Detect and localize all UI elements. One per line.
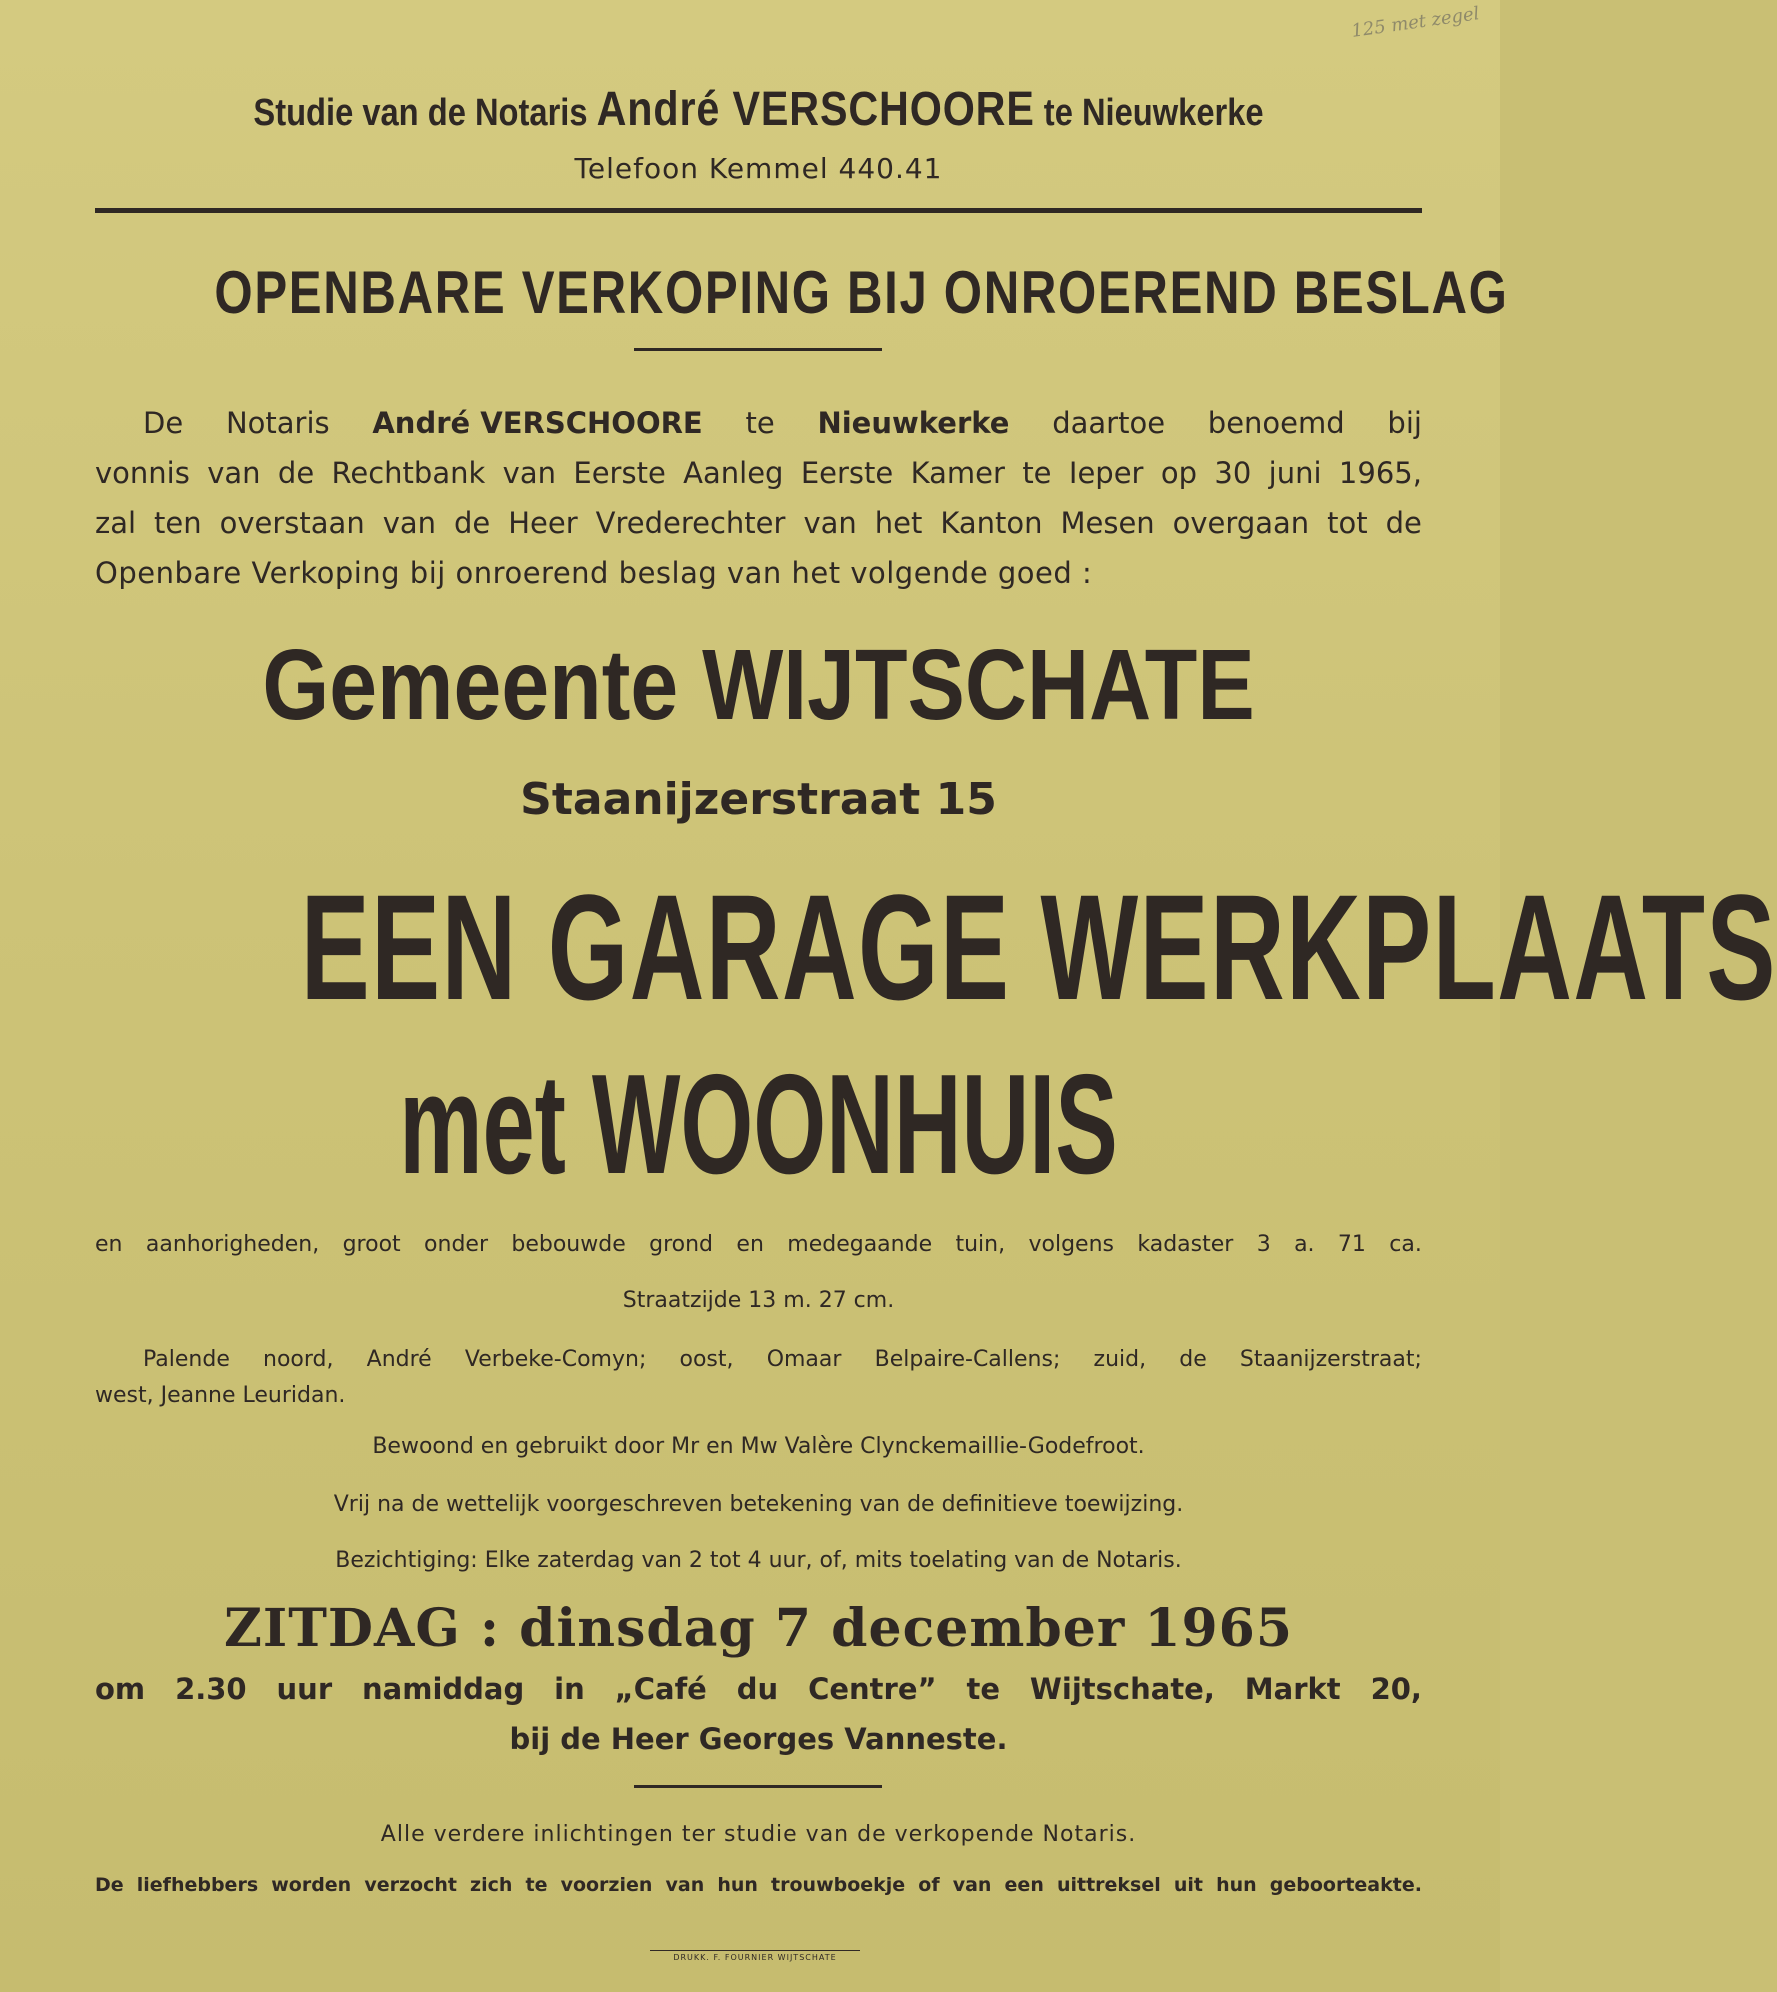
property-subtitle: met WOONHUIS	[399, 1045, 1118, 1204]
notary-name: André VERSCHOORE	[596, 83, 1035, 136]
intro-line: vonnis van de Rechtbank van Eerste Aanleg Eerste Kamer te Ieper op 30 juni 1965,	[95, 456, 1422, 490]
detail-viewing: Bezichtiging: Elke zaterdag van 2 tot 4 uur, of, mits toelating van de Notaris.	[335, 1548, 1182, 1573]
pencil-note: 125 met zegel	[1350, 3, 1481, 42]
intro-line: Openbare Verkoping bij onroerend beslag van het volgende goed :	[95, 556, 1093, 590]
sale-host: bij de Heer Georges Vanneste.	[509, 1722, 1008, 1756]
notary-header	[188, 82, 1329, 137]
intro-paragraph	[95, 398, 1422, 598]
footer-notice: De liefhebbers worden verzocht zich te voorzien van hun trouwboekje of van een uittreksel uit hun geboorteakte.	[95, 1874, 1422, 1896]
notary-prefix: Studie van de Notaris	[253, 92, 588, 134]
street-address: Staanijzerstraat 15	[520, 774, 997, 825]
detail-vacancy: Vrij na de wettelijk voorgeschreven betekening van de definitieve toewijzing.	[333, 1492, 1184, 1517]
intro-line: De Notaris André VERSCHOORE te Nieuwkerke daartoe benoemd bij	[143, 406, 1422, 440]
printer-imprint: DRUKK. F. FOURNIER WIJTSCHATE	[650, 1950, 860, 1962]
detail-boundaries	[95, 1342, 1422, 1414]
sale-location: om 2.30 uur namiddag in „Café du Centre” te Wijtschate, Markt 20,	[95, 1672, 1422, 1706]
detail-occupant: Bewoond en gebruikt door Mr en Mw Valère Clynckemaillie-Godefroot.	[372, 1434, 1145, 1459]
detail-size: en aanhorigheden, groot onder bebouwde grond en medegaande tuin, volgens kadaster 3 a. 71 ca.	[95, 1232, 1422, 1257]
divider	[634, 348, 882, 351]
intro-line: zal ten overstaan van de Heer Vrederechter van het Kanton Mesen overgaan tot de	[95, 506, 1422, 540]
sale-date: ZITDAG : dinsdag 7 december 1965	[223, 1598, 1294, 1659]
property-title: EEN GARAGE WERKPLAATS	[300, 863, 1777, 1031]
detail-frontage: Straatzijde 13 m. 27 cm.	[622, 1288, 895, 1313]
boundaries-line: west, Jeanne Leuridan.	[95, 1383, 346, 1408]
divider	[95, 208, 1422, 213]
municipality: Gemeente WIJTSCHATE	[262, 629, 1255, 741]
page-title: OPENBARE VERKOPING BIJ ONROEREND BESLAG	[214, 259, 1509, 326]
phone-number: Telefoon Kemmel 440.41	[574, 152, 943, 185]
notary-suffix: te Nieuwkerke	[1043, 92, 1264, 134]
boundaries-line: Palende noord, André Verbeke-Comyn; oost, Omaar Belpaire-Callens; zuid, de Staanijzerstraat;	[143, 1347, 1422, 1372]
footer-info: Alle verdere inlichtingen ter studie van de verkopende Notaris.	[380, 1822, 1137, 1847]
divider	[634, 1785, 882, 1788]
